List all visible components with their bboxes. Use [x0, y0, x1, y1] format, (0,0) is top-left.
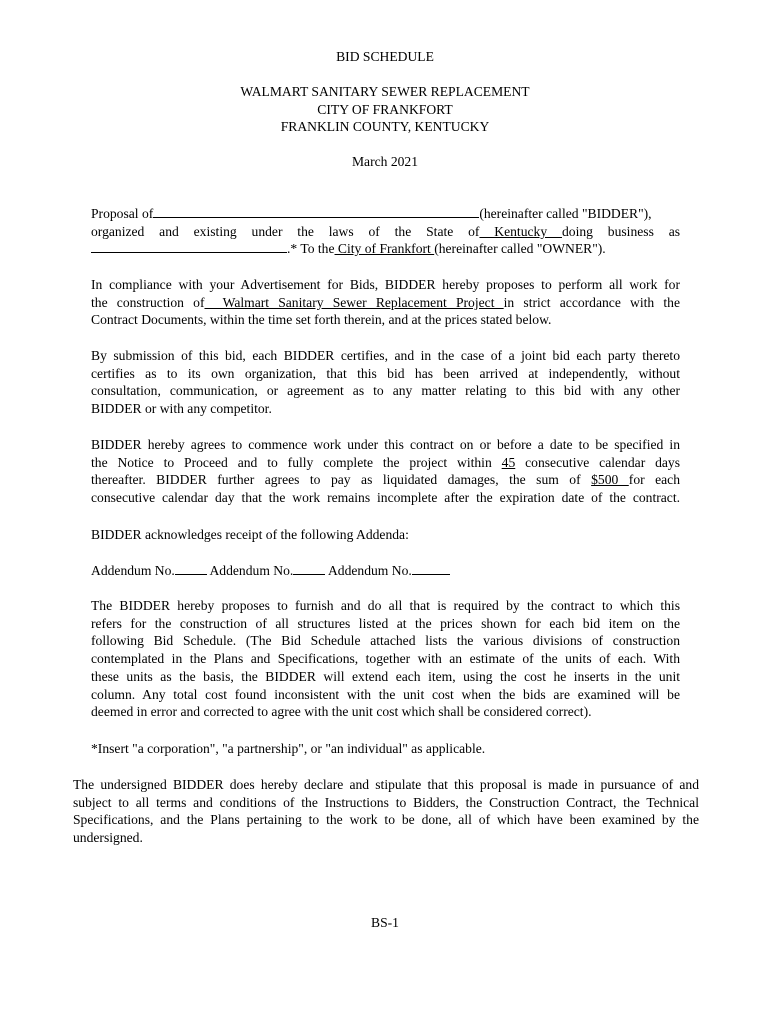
certification-line4: BIDDER or with any competitor.	[91, 401, 272, 417]
addenda-row	[91, 562, 680, 580]
declaration-paragraph	[73, 776, 699, 847]
liquidated-damages: $500	[591, 472, 629, 488]
document-date: March 2021	[351, 154, 419, 169]
furnish-line5: these units as the basis, the BIDDER will extend each item, using the cost he inserts in the unit	[91, 668, 680, 684]
compliance-paragraph	[91, 276, 680, 329]
certification-paragraph	[91, 347, 680, 418]
compliance-line2-b: in strict accordance with the	[503, 294, 680, 310]
addendum-label-2: Addendum No.	[209, 563, 294, 578]
schedule-line3-b: for each	[628, 472, 681, 488]
certification-line3: consultation, communication, or agreement as to any matter relating to this bid with any other	[91, 383, 680, 399]
certification-line2: certifies as to its own organization, that this bid has been arrived at independently, without	[91, 365, 680, 381]
schedule-line1: BIDDER hereby agrees to commence work under this contract on or before a date to be specified in	[91, 437, 680, 452]
schedule-line2-b: consecutive calendar days	[525, 454, 681, 470]
completion-days: 45	[501, 454, 516, 470]
furnish-line1: The BIDDER hereby proposes to furnish and do all that is required by the contract to which this	[91, 598, 680, 613]
addendum-field-1[interactable]	[175, 562, 207, 575]
addenda-intro: BIDDER acknowledges receipt of the following Addenda:	[91, 527, 409, 542]
owner-name: City of Frankfort	[334, 241, 435, 257]
city-name: CITY OF FRANKFORT	[317, 101, 453, 117]
addendum-field-3[interactable]	[412, 562, 450, 575]
document-title: BID SCHEDULE	[336, 49, 434, 64]
declaration-line4: undersigned.	[73, 830, 143, 846]
proposal-line3-b: (hereinafter called "OWNER").	[434, 241, 606, 257]
proposal-prefix: Proposal of	[91, 206, 154, 221]
certification-line1: By submission of this bid, each BIDDER certifies, and in the case of a joint bid each party thereto	[91, 348, 680, 363]
compliance-project-name: Walmart Sanitary Sewer Replacement Project	[204, 294, 504, 310]
declaration-line2: subject to all terms and conditions of the Instructions to Bidders, the Construction Contract, the Technical	[73, 794, 699, 810]
county-name: FRANKLIN COUNTY, KENTUCKY	[280, 119, 490, 135]
schedule-line4: consecutive calendar day that the work remains incomplete after the expiration date of the contract.	[91, 490, 680, 506]
schedule-line2-a: the Notice to Proceed and to fully complete the project within	[91, 454, 492, 470]
proposal-paragraph	[91, 205, 680, 258]
furnish-line7: deemed in error and corrected to agree with the unit cost which shall be considered correct).	[91, 704, 592, 720]
proposal-line2-b: doing business as	[561, 223, 681, 239]
project-name: WALMART SANITARY SEWER REPLACEMENT	[240, 84, 530, 99]
addendum-label-1: Addendum No.	[91, 563, 175, 578]
proposal-line2-a: organized and existing under the laws of the State of	[91, 223, 480, 239]
furnish-line3: following Bid Schedule. (The Bid Schedule attached lists the various divisions of construction	[91, 633, 680, 649]
state-value: Kentucky	[479, 223, 562, 239]
furnish-paragraph	[91, 597, 680, 721]
insert-note: *Insert "a corporation", "a partnership", or "an individual" as applicable.	[91, 741, 486, 756]
furnish-line2: refers for the construction of all structures listed at the prices shown for each bid item on the	[91, 615, 680, 631]
proposal-suffix: (hereinafter called "BIDDER"),	[479, 206, 652, 221]
compliance-line2-a: the construction of	[91, 294, 205, 310]
compliance-line1: In compliance with your Advertisement for Bids, BIDDER hereby proposes to perform all work for	[91, 277, 680, 292]
page-number: BS-1	[371, 915, 399, 930]
addendum-field-2[interactable]	[293, 562, 325, 575]
furnish-line6: column. Any total cost found inconsistent with the unit cost when the bids are examined will be	[91, 686, 680, 702]
furnish-line4: contemplated in the Plans and Specifications, together with an estimate of the units of each. With	[91, 651, 680, 667]
doing-business-as-field[interactable]	[91, 240, 287, 253]
declaration-line1: The undersigned BIDDER does hereby declare and stipulate that this proposal is made in pursuance of and	[73, 777, 699, 792]
project-header	[0, 83, 770, 136]
bidder-name-field[interactable]	[153, 205, 479, 218]
compliance-line3: Contract Documents, within the time set forth therein, and at the prices stated below.	[91, 312, 552, 328]
proposal-line3-a: .* To the	[287, 241, 335, 257]
addendum-label-3: Addendum No.	[327, 563, 412, 578]
declaration-line3: Specifications, and the Plans pertaining to the work to be done, all of which have been examined by the	[73, 812, 699, 828]
schedule-paragraph	[91, 436, 680, 507]
schedule-line3-a: thereafter. BIDDER further agrees to pay as liquidated damages, the sum of	[91, 472, 581, 488]
